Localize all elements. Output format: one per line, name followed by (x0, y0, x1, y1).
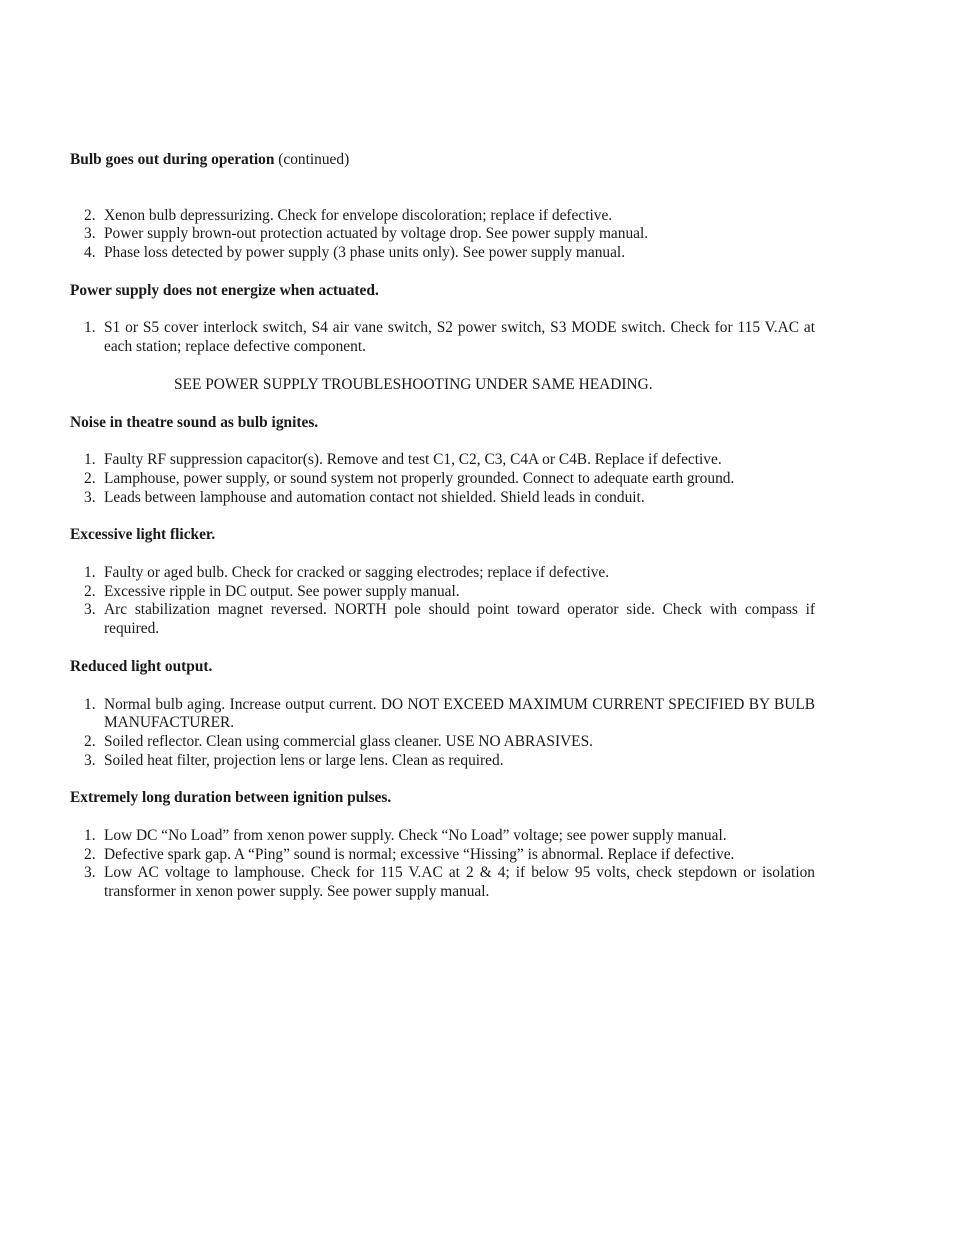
item-number: 2. (84, 732, 96, 750)
item-text: Soiled reflector. Clean using commercial glass cleaner. USE NO ABRASIVES. (104, 732, 593, 750)
list-item (70, 752, 815, 771)
section-heading: Extremely long duration between ignition pulses. (70, 789, 392, 807)
item-text: S1 or S5 cover interlock switch, S4 air vane switch, S2 power switch, S3 MODE switch. Check for 115 V.AC at each station; replace defective component. (104, 319, 815, 356)
item-number: 3. (84, 751, 96, 769)
item-text: Excessive ripple in DC output. See power supply manual. (104, 582, 460, 600)
section-heading: Bulb goes out during operation (continued) (70, 151, 350, 168)
list-item (70, 451, 815, 470)
list-item (70, 601, 815, 638)
list-item (70, 225, 815, 244)
item-text: Normal bulb aging. Increase output current. DO NOT EXCEED MAXIMUM CURRENT SPECIFIED BY BULB MANUFACTURER. (104, 695, 815, 732)
step-list (70, 564, 815, 639)
list-item (70, 489, 815, 508)
section-heading: Power supply does not energize when actuated. (70, 281, 379, 299)
item-number: 1. (84, 827, 96, 845)
list-item (70, 864, 815, 901)
item-number: 1. (84, 451, 96, 469)
list-item (70, 564, 815, 583)
item-text: Arc stabilization magnet reversed. NORTH pole should point toward operator side. Check with compass if required. (104, 601, 815, 638)
item-number: 4. (84, 244, 96, 262)
item-text: Defective spark gap. A “Ping” sound is normal; excessive “Hissing” is abnormal. Replace if defective. (104, 845, 735, 863)
item-number: 2. (84, 206, 96, 224)
item-text: Faulty RF suppression capacitor(s). Remove and test C1, C2, C3, C4A or C4B. Replace if defective. (104, 451, 722, 469)
item-text: Leads between lamphouse and automation contact not shielded. Shield leads in conduit. (104, 488, 645, 506)
list-item (70, 207, 815, 226)
list-item (70, 696, 815, 733)
item-number: 3. (84, 488, 96, 506)
item-text: Power supply brown-out protection actuated by voltage drop. See power supply manual. (104, 225, 649, 243)
section-heading-suffix: (continued) (278, 151, 350, 168)
item-text: Faulty or aged bulb. Check for cracked or sagging electrodes; replace if defective. (104, 564, 610, 582)
list-item (70, 827, 815, 846)
list-item (70, 470, 815, 489)
cross-reference-note: SEE POWER SUPPLY TROUBLESHOOTING UNDER SAME HEADING. (174, 375, 653, 393)
item-text: Phase loss detected by power supply (3 phase units only). See power supply manual. (104, 244, 626, 262)
step-list (70, 451, 815, 507)
item-number: 1. (84, 695, 96, 713)
list-item (70, 244, 815, 263)
item-number: 3. (84, 601, 96, 619)
item-number: 3. (84, 864, 96, 882)
list-item (70, 733, 815, 752)
step-list (70, 207, 815, 263)
item-text: Lamphouse, power supply, or sound system not properly grounded. Connect to adequate earth ground. (104, 469, 735, 487)
list-item (70, 319, 815, 356)
item-number: 2. (84, 582, 96, 600)
step-list (70, 319, 815, 356)
list-item (70, 583, 815, 602)
item-number: 2. (84, 845, 96, 863)
item-text: Soiled heat filter, projection lens or large lens. Clean as required. (104, 751, 504, 769)
item-text: Low AC voltage to lamphouse. Check for 115 V.AC at 2 & 4; if below 95 volts, check stepdown or isolation transformer in xenon power supply. See power supply manual. (104, 864, 815, 901)
item-number: 1. (84, 319, 96, 337)
step-list (70, 827, 815, 902)
item-text: Low DC “No Load” from xenon power supply. Check “No Load” voltage; see power supply manual. (104, 827, 727, 845)
step-list (70, 696, 815, 771)
list-item (70, 846, 815, 865)
document-page (70, 151, 815, 902)
section-heading: Noise in theatre sound as bulb ignites. (70, 413, 319, 431)
item-number: 1. (84, 564, 96, 582)
item-text: Xenon bulb depressurizing. Check for envelope discoloration; replace if defective. (104, 206, 613, 224)
item-number: 2. (84, 469, 96, 487)
item-number: 3. (84, 225, 96, 243)
section-heading: Reduced light output. (70, 657, 213, 675)
section-heading: Excessive light flicker. (70, 526, 216, 544)
